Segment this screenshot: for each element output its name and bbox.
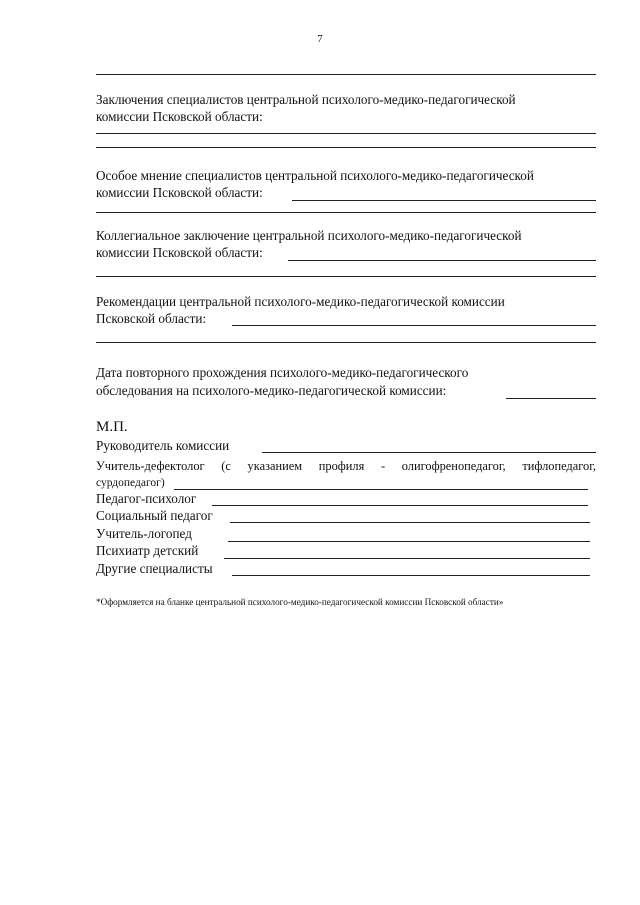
defectologist-label: Учитель-дефектолог (с указанием профиля - олигофренопедагог, тифлопедагог, [96, 459, 596, 473]
special-opinion-label-line1: Особое мнение специалистов центральной психолого-медико-педагогической [96, 168, 534, 183]
reexam-date-label-line2: обследования на психолого-медико-педагогической комиссии: [96, 383, 447, 398]
recommendations-label-line1: Рекомендации центральной психолого-медико-педагогической комиссии [96, 294, 505, 309]
recommendations-field-line-2[interactable] [96, 342, 596, 343]
special-opinion-field-line-2[interactable] [96, 212, 596, 213]
page-number: 7 [317, 33, 323, 45]
collegial-conclusion-label-line1: Коллегиальное заключение центральной психолого-медико-педагогической [96, 228, 522, 243]
stamp-place-label: М.П. [96, 419, 128, 435]
psychologist-label: Педагог-психолог [96, 491, 197, 506]
other-specialists-label: Другие специалисты [96, 561, 213, 576]
child-psychiatrist-signature-line[interactable] [224, 558, 590, 559]
defectologist-signature-line[interactable] [174, 489, 588, 490]
conclusions-label-line2: комиссии Псковской области: [96, 109, 263, 124]
special-opinion-label-line2: комиссии Псковской области: [96, 185, 263, 200]
conclusions-field-line-2[interactable] [96, 147, 596, 148]
social-pedagogue-label: Социальный педагог [96, 508, 213, 523]
special-opinion-field-line-1[interactable] [292, 200, 596, 201]
social-pedagogue-signature-line[interactable] [230, 522, 590, 523]
defectologist-label-cont: сурдопедагог) [96, 477, 165, 489]
footnote: *Оформляется на бланке центральной психолого-медико-педагогической комиссии Псковской области» [96, 597, 504, 607]
commission-chair-signature-line[interactable] [262, 452, 596, 453]
conclusions-label-line1: Заключения специалистов центральной психолого-медико-педагогической [96, 92, 516, 107]
reexam-date-label-line1: Дата повторного прохождения психолого-медико-педагогического [96, 365, 469, 380]
collegial-conclusion-field-line-1[interactable] [288, 260, 596, 261]
conclusions-field-line-1[interactable] [96, 133, 596, 134]
reexam-date-field-line[interactable] [506, 398, 596, 399]
recommendations-label-line2: Псковской области: [96, 311, 207, 326]
speech-therapist-label: Учитель-логопед [96, 526, 192, 541]
speech-therapist-signature-line[interactable] [228, 541, 590, 542]
other-specialists-signature-line[interactable] [232, 575, 590, 576]
recommendations-field-line-1[interactable] [232, 325, 596, 326]
collegial-conclusion-field-line-2[interactable] [96, 276, 596, 277]
blank-line-top[interactable] [96, 74, 596, 75]
psychologist-signature-line[interactable] [212, 505, 588, 506]
collegial-conclusion-label-line2: комиссии Псковской области: [96, 245, 263, 260]
commission-chair-label: Руководитель комиссии [96, 438, 230, 453]
child-psychiatrist-label: Психиатр детский [96, 543, 199, 558]
